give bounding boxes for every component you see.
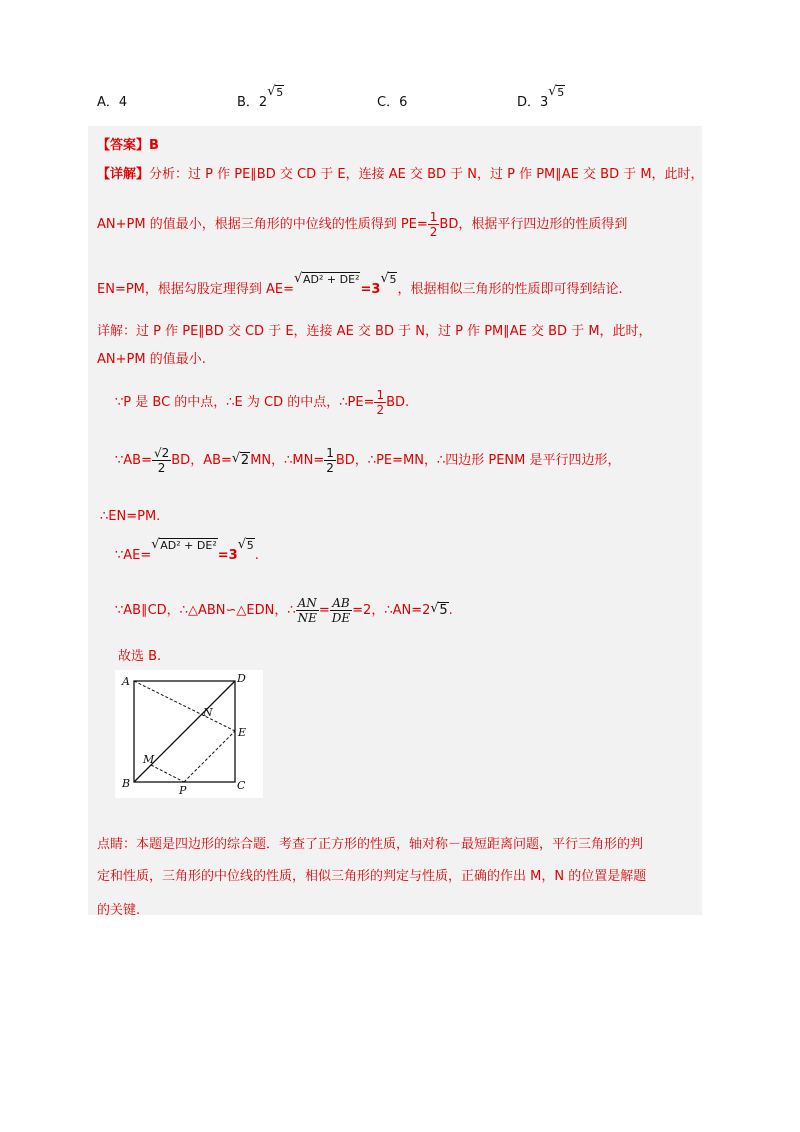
detail-text-6a: ∵AE= [115, 548, 152, 563]
comment-line-2: 定和性质，三角形的中位线的性质，相似三角形的判定与性质，正确的作出 M，N 的位置是解题 [97, 869, 647, 884]
analysis-line-1 [97, 163, 704, 182]
option-a: A．4 [97, 95, 128, 110]
fraction: $\frac{1}{2}$ [326, 446, 334, 475]
label-a: A [122, 675, 130, 688]
detail-text-4c: MN，∴MN= [250, 453, 325, 468]
analysis-text-3b: ，根据相似三角形的性质即可得到结论. [397, 282, 623, 297]
radical-expression: √ AD² + DE² [151, 539, 217, 552]
geometry-figure [115, 670, 263, 798]
detail-line-3 [115, 388, 409, 417]
detail-line-4 [115, 446, 621, 475]
detail-line-6 [115, 539, 259, 563]
option-d-label: D．3 [517, 95, 549, 110]
analysis-label: 【详解】 [97, 167, 150, 182]
label-m: M [143, 753, 155, 766]
detail-text-4b: BD，AB= [171, 453, 232, 468]
equals-sign: = [318, 603, 330, 618]
detail-line-1: 详解：过 P 作 PE∥BD 交 CD 于 E，连接 AE 交 BD 于 N，过 P 作 PM∥AE 交 BD 于 M，此时， [97, 324, 652, 339]
fraction: $\frac{1}{2}$ [376, 388, 385, 417]
detail-text-7b: =2，∴AN=2 [352, 603, 431, 618]
analysis-line-3 [97, 273, 623, 297]
detail-line-5: ∴EN=PM. [100, 509, 161, 524]
comment-line-3: 的关键. [97, 903, 141, 918]
sqrt-five: √ 5 [380, 273, 397, 286]
label-p: P [179, 784, 187, 797]
label-c: C [237, 779, 246, 792]
fraction-ab-de: $\frac{AB}{DE}$ [331, 596, 351, 625]
detail-text-7a: ∵AB∥CD，∴△ABN∽△EDN，∴ [115, 603, 296, 618]
option-b-sqrt: √ 5 [267, 86, 284, 99]
sqrt-two: √ 2 [232, 453, 250, 468]
analysis-text-3a: EN=PM，根据勾股定理得到 AE= [97, 282, 295, 297]
detail-text-4d: BD，∴PE=MN，∴四边形 PENM 是平行四边形， [335, 453, 621, 468]
detail-text-7c: . [448, 603, 453, 618]
detail-line-2: AN+PM 的值最小. [97, 352, 206, 367]
detail-text-4a: ∵AB= [115, 453, 152, 468]
label-n: N [203, 706, 213, 719]
analysis-text-1: 分析：过 P 作 PE∥BD 交 CD 于 E，连接 AE 交 BD 于 N，过 P 作 PM∥AE 交 BD 于 M，此时， [149, 167, 704, 182]
option-b-label: B．2 [237, 95, 268, 110]
option-b [237, 86, 284, 110]
detail-line-8: 故选 B. [118, 649, 162, 664]
segment-ae [134, 681, 235, 731]
label-d: D [237, 672, 246, 685]
label-b: B [122, 777, 131, 790]
label-e: E [238, 726, 247, 739]
diagonal-bd [134, 681, 235, 782]
detail-text-3b: BD. [386, 395, 410, 410]
analysis-text-2b: BD，根据平行四边形的性质得到 [439, 217, 628, 232]
comment-line-1: 点睛：本题是四边形的综合题．考查了正方形的性质，轴对称－最短距离问题，平行三角形的判 [97, 837, 644, 852]
option-d [517, 86, 565, 110]
equals-three: =3 [360, 282, 381, 297]
fraction-an-ne: $\frac{AN}{NE}$ [297, 596, 317, 625]
answer-label: 【答案】B [97, 138, 159, 153]
segment-pe [184, 731, 235, 782]
detail-text-3a: ∵P 是 BC 的中点，∴E 为 CD 的中点，∴PE= [115, 395, 375, 410]
equals-three: =3 [217, 548, 238, 563]
option-d-sqrt: √ 5 [548, 86, 565, 99]
sqrt-five: √ 5 [430, 603, 448, 618]
analysis-line-2 [97, 210, 627, 239]
fraction: $\frac{1}{2}$ [429, 210, 438, 239]
square-diagram [115, 670, 263, 798]
analysis-text-2a: AN+PM 的值最小，根据三角形的中位线的性质得到 PE= [97, 217, 428, 232]
sqrt-five: √ 5 [238, 539, 255, 552]
detail-text-6b: . [254, 548, 259, 563]
fraction: $\frac{√2}{2}$ [153, 446, 170, 475]
radical-expression: √ AD² + DE² [294, 273, 360, 286]
detail-line-7 [115, 596, 453, 625]
segment-pm [151, 765, 184, 782]
option-c: C．6 [377, 95, 408, 110]
